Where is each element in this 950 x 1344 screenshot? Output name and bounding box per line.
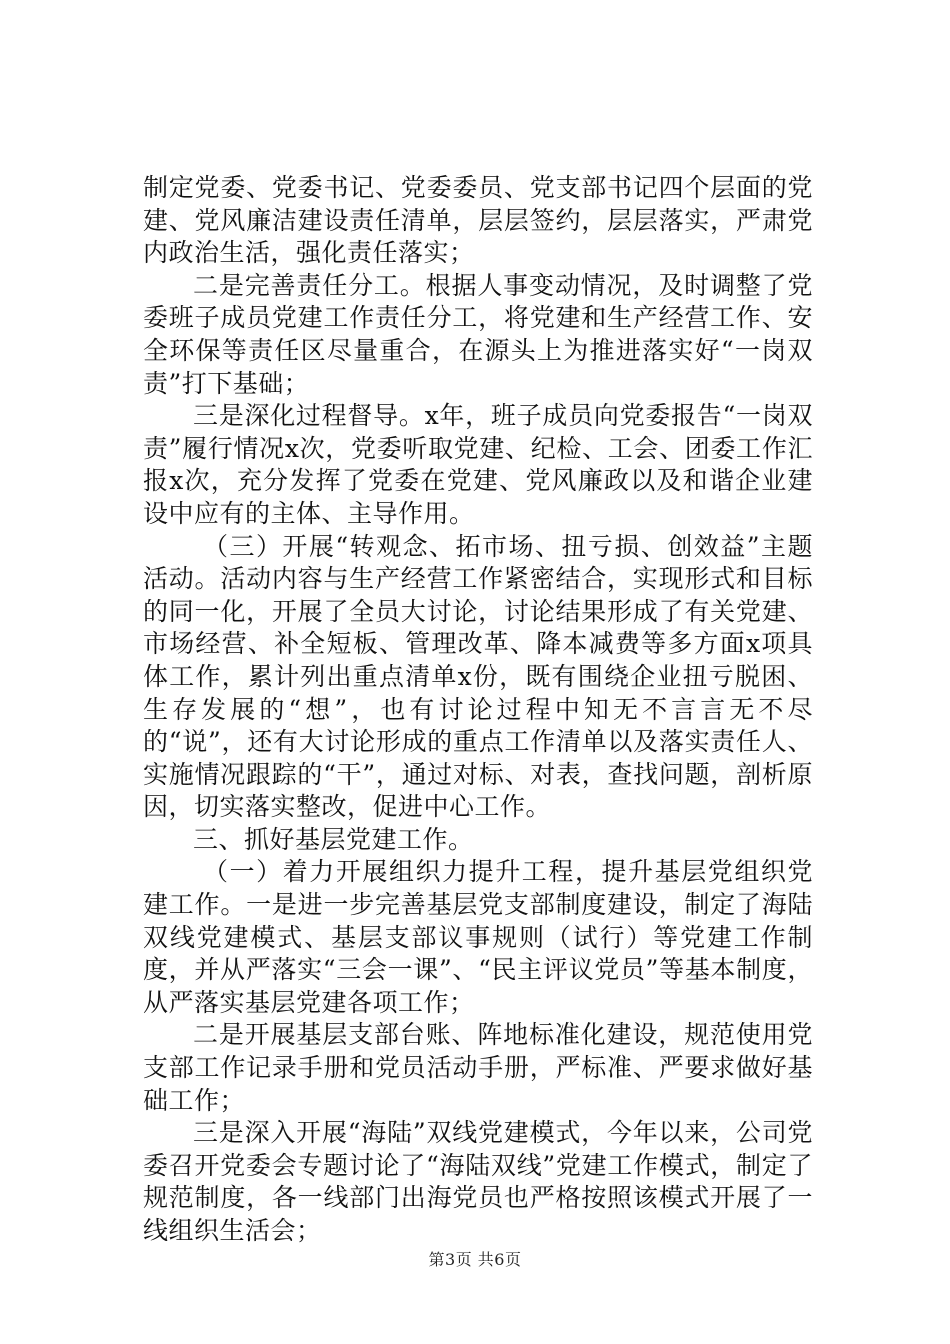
paragraph-organization-capacity: （一）着力开展组织力提升工程，提升基层党组织党建工作。一是进一步完善基层党支部制度建设，制定了海陆双线党建模式、基层支部议事规则（试行）等党建工作制度，并从严落实“三会一课”、“民主评议党员”等基本制度，从严落实基层党建各项工作； (143, 857, 813, 1017)
paragraph-sea-land-model: 三是深入开展“海陆”双线党建模式，今年以来，公司党委召开党委会专题讨论了“海陆双线”党建工作模式，制定了规范制度，各一线部门出海党员也严格按照该模式开展了一线组织生活会； (143, 1118, 813, 1245)
section-heading-grassroots: 三、抓好基层党建工作。 (193, 824, 474, 854)
paragraph-standardization: 二是开展基层支部台账、阵地标准化建设，规范使用党支部工作记录手册和党员活动手册，严标准、严要求做好基础工作； (143, 1020, 813, 1115)
paragraph-division-of-duties: 二是完善责任分工。根据人事变动情况，及时调整了党委班子成员党建工作责任分工，将党建和生产经营工作、安全环保等责任区尽量重合，在源头上为推进落实好“一岗双责”打下基础； (143, 270, 813, 398)
paragraph-responsibility-list: 制定党委、党委书记、党委委员、党支部书记四个层面的党建、党风廉洁建设责任清单，层层签约，层层落实，严肃党内政治生活，强化责任落实； (143, 173, 813, 268)
document-body (143, 172, 813, 1248)
paragraph-process-supervision: 三是深化过程督导。x年，班子成员向党委报告“一岗双责”履行情况x次，党委听取党建、纪检、工会、团委工作汇报x次，充分发挥了党委在党建、党风廉政以及和谐企业建设中应有的主体、主导作用。 (143, 401, 813, 528)
page-number-footer: 第3页 共6页 (428, 1250, 522, 1269)
paragraph-theme-activity: （三）开展“转观念、拓市场、扭亏损、创效益”主题活动。活动内容与生产经营工作紧密结合，实现形式和目标的同一化，开展了全员大讨论，讨论结果形成了有关党建、市场经营、补全短板、管理改革、降本减费等多方面x项具体工作，累计列出重点清单x份，既有围绕企业扭亏脱困、生存发展的“想”，也有讨论过程中知无不言言无不尽的“说”，还有大讨论形成的重点工作清单以及落实责任人、实施情况跟踪的“干”，通过对标、对表，查找问题，剖析原因，切实落实整改，促进中心工作。 (143, 531, 813, 822)
